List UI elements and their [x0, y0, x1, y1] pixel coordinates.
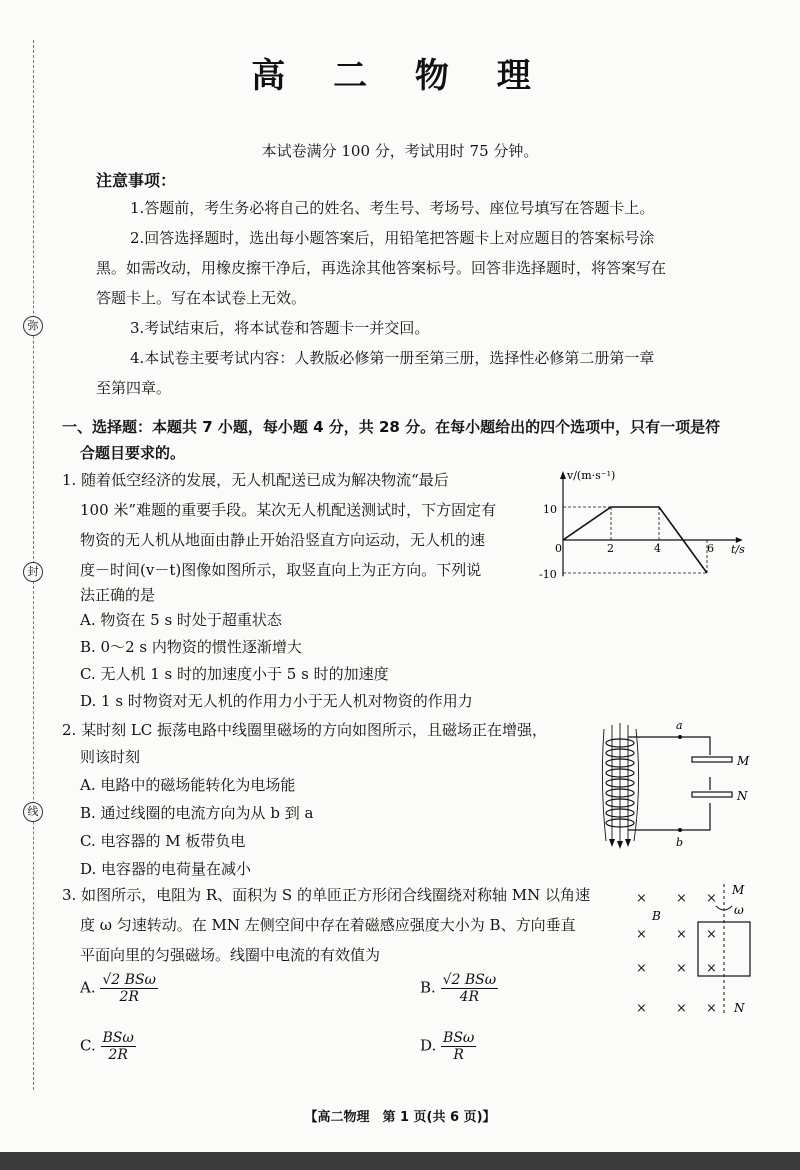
- svg-text:×: ×: [676, 961, 687, 976]
- q3-option-c: C. $\frac{\text{BSω}}{2R}$: [80, 1030, 134, 1063]
- svg-text:×: ×: [706, 961, 717, 976]
- notice-heading: 注意事项：: [96, 171, 177, 190]
- capacitor-plate-n: [692, 792, 732, 797]
- terminal-a: [678, 735, 682, 739]
- page-footer: 【高二物理 第 1 页(共 6 页)】: [304, 1110, 496, 1125]
- svg-text:×: ×: [636, 927, 647, 942]
- label-axis-n: N: [734, 1001, 745, 1015]
- scan-bottom-edge: [0, 1152, 800, 1170]
- svg-text:×: ×: [706, 927, 717, 942]
- notice-line: 答题卡上。写在本试卷上无效。: [96, 289, 307, 307]
- section-heading: 一、选择题：本题共 7 小题，每小题 4 分，共 28 分。在每小题给出的四个选项中，只有一项是符: [62, 418, 721, 436]
- margin-mark-xian: 线: [23, 802, 43, 822]
- svg-text:×: ×: [706, 1001, 717, 1016]
- circuit-wire-bottom: [628, 803, 710, 830]
- q2-stem-line: 则该时刻: [80, 748, 141, 766]
- notice-line: 2.回答选择题时，选出每小题答案后，用铅笔把答题卡上对应题目的答案标号涂: [130, 229, 655, 247]
- svg-text:×: ×: [676, 927, 687, 942]
- notice-line: 3.考试结束后，将本试卷和答题卡一并交回。: [130, 319, 430, 337]
- page-title: 高 二 物 理: [251, 56, 549, 96]
- capacitor-plate-m: [692, 757, 732, 762]
- q3-option-b: B. $\frac{\text{√2 BSω}}{4R}$: [420, 972, 497, 1005]
- q1-option-c: C. 无人机 1 s 时的加速度小于 5 s 时的加速度: [80, 665, 389, 683]
- chart-xlabel: t/s: [731, 543, 745, 556]
- notice-line: 4.本试卷主要考试内容：人教版必修第一册至第三册，选择性必修第二册第一章: [130, 349, 655, 367]
- label-omega: ω: [734, 903, 744, 917]
- q1-option-a: A. 物资在 5 s 时处于超重状态: [80, 611, 282, 629]
- label-m: M: [737, 754, 750, 768]
- q3-stem-line: 3. 如图所示，电阻为 R、面积为 S 的单匝正方形闭合线圈绕对称轴 MN 以角速: [62, 886, 590, 904]
- q3-stem-line: 平面向里的匀强磁场。线圈中电流的有效值为: [80, 946, 381, 964]
- exam-info: 本试卷满分 100 分，考试用时 75 分钟。: [261, 142, 539, 160]
- svg-text:×: ×: [636, 1001, 647, 1016]
- q1-stem-line: 法正确的是: [80, 586, 156, 604]
- svg-text:×: ×: [706, 891, 717, 906]
- notice-line: 至第四章。: [96, 379, 172, 397]
- chart-xtick-4: 4: [654, 542, 661, 555]
- q3-option-a: A. $\frac{\text{√2 BSω}}{2R}$: [80, 972, 156, 1005]
- q1-stem-line: 物资的无人机从地面由静止开始沿竖直方向运动，无人机的速: [80, 531, 486, 549]
- notice-line: 黑。如需改动，用橡皮擦干净后，再选涂其他答案标号。回答非选择题时，将答案写在: [96, 259, 667, 277]
- q3-option-d: D. $\frac{\text{BSω}}{R}$: [420, 1030, 475, 1063]
- chart-xtick-6: 6: [707, 542, 714, 555]
- chart-ylabel: v/(m·s⁻¹): [567, 469, 616, 482]
- q2-option-c: C. 电容器的 M 板带负电: [80, 832, 246, 850]
- q2-option-a: A. 电路中的磁场能转化为电场能: [80, 776, 296, 794]
- q1-stem-line: 100 米”难题的重要手段。某次无人机配送测试时，下方固定有: [80, 501, 497, 519]
- svg-text:×: ×: [676, 1001, 687, 1016]
- q1-stem-line: 度－时间(v－t)图像如图所示，取竖直向上为正方向。下列说: [80, 561, 482, 579]
- y-axis-arrow-icon: [560, 471, 566, 479]
- label-a: a: [676, 719, 683, 732]
- q2-stem-line: 2. 某时刻 LC 振荡电路中线圈里磁场的方向如图所示，且磁场正在增强，: [62, 721, 548, 739]
- label-b: b: [676, 836, 684, 849]
- svg-text:×: ×: [676, 891, 687, 906]
- label-n: N: [737, 789, 748, 803]
- chart-xtick-2: 2: [607, 542, 614, 555]
- field-crosses: [636, 891, 717, 1016]
- notice-line: 1.答题前，考生务必将自己的姓名、考生号、考场号、座位号填写在答题卡上。: [130, 199, 655, 217]
- q3-stem-line: 度 ω 匀速转动。在 MN 左侧空间中存在着磁感应强度大小为 B、方向垂直: [80, 916, 576, 934]
- svg-text:×: ×: [636, 961, 647, 976]
- label-field-b: B: [652, 909, 661, 923]
- q2-option-b: B. 通过线圈的电流方向为从 b 到 a: [80, 804, 314, 822]
- q2-option-d: D. 电容器的电荷量在减小: [80, 860, 252, 878]
- q1-stem-line: 1. 随着低空经济的发展，无人机配送已成为解决物流“最后: [62, 471, 449, 489]
- chart-xtick-0: 0: [555, 542, 562, 555]
- label-axis-m: M: [732, 883, 745, 897]
- chart-ytick-neg10: -10: [539, 568, 557, 581]
- margin-mark-mi: 弥: [23, 316, 43, 336]
- margin-mark-feng: 封: [23, 562, 43, 582]
- q1-option-b: B. 0～2 s 内物资的惯性逐渐增大: [80, 638, 302, 656]
- q1-option-d: D. 1 s 时物资对无人机的作用力小于无人机对物资的作用力: [80, 692, 473, 710]
- rotating-coil-diagram: [630, 880, 770, 1020]
- svg-text:×: ×: [636, 891, 647, 906]
- lc-circuit-diagram: [598, 715, 758, 850]
- section-heading-cont: 合题目要求的。: [80, 444, 186, 462]
- circuit-wire-top: [628, 737, 710, 755]
- chart-ytick-10: 10: [543, 503, 557, 516]
- terminal-b: [678, 828, 682, 832]
- vt-graph: [535, 465, 760, 590]
